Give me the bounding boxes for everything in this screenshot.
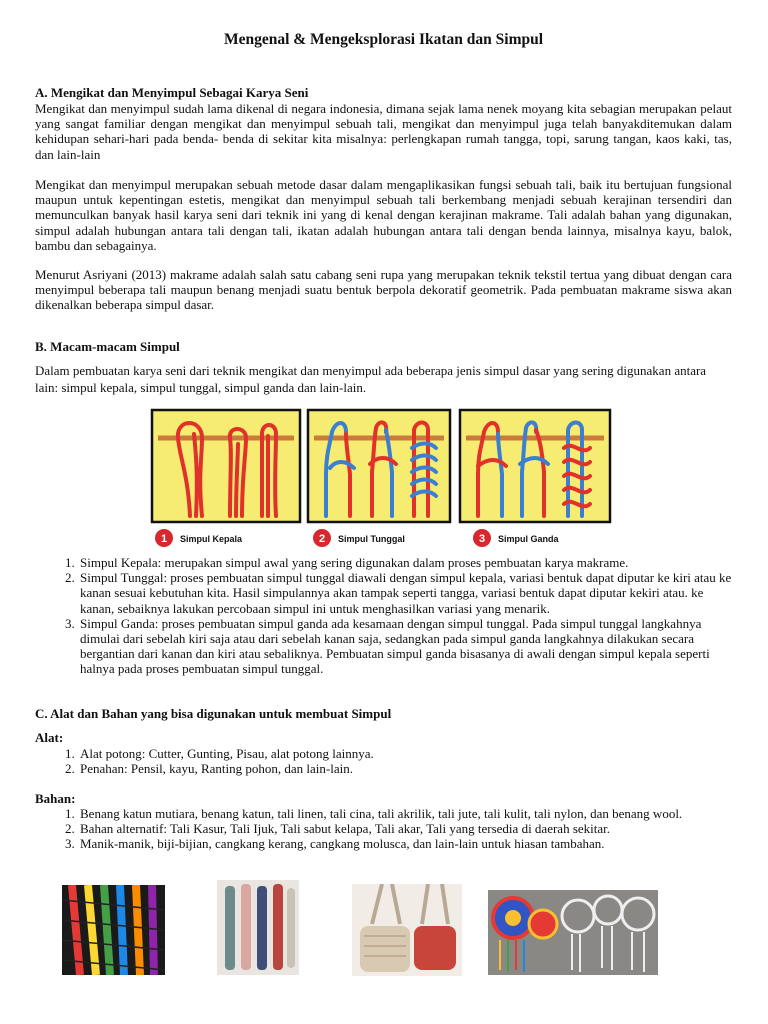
page-title: Mengenal & Mengeksplorasi Ikatan dan Simpul [223,31,544,48]
section-c-heading: C. Alat dan Bahan yang bisa digunakan untuk membuat Simpul [35,706,392,721]
panel-label: Simpul Tunggal [338,534,405,544]
macrame-bags-image [352,884,462,976]
friendship-bracelets-image [62,885,165,975]
panel-number: 1 [160,533,168,545]
panel-simpul-tunggal [308,410,450,547]
list-item: 2. Simpul Tunggal: proses pembuatan simpul tunggal diawali dengan simpul kepala, variasi bentuk dapat diputar ke kiri atau ke kanan sesuai kebutuhan kita. Hasil simpulannya akan tampak seperti tangga, variasi bentuk dapat diputar kekiri atau. ke kanan, sebaiknya lakukan percobaan simpul ini untuk menghasilkan variasi yang menarik. [65,570,732,616]
alat-label: Alat: [35,730,64,745]
simpul-list [65,555,732,677]
panel-simpul-kepala [152,410,300,547]
panel-frame [152,410,300,522]
panel-label: Simpul Kepala [180,534,243,544]
panel-number: 3 [478,533,486,545]
panel-number: 2 [318,533,326,545]
dreamcatchers-image [488,890,658,975]
section-b-intro: Dalam pembuatan karya seni dari teknik mengikat dan menyimpul ada beberapa jenis simpul dasar yang sering digunakan antara lain: simpul kepala, simpul tunggal, simpul ganda dan lain-lain. [35,363,707,395]
section-a-paragraph-2: Mengikat dan menyimpul merupakan sebuah metode dasar dalam mengaplikasikan fungsi sebuah tali, baik itu bertujuan fungsional maupun untuk kepentingan estetis, mengikat dan menyimpul sebuah tali berkembang menjadi sebuah kerajinan tersendiri dan memunculkan banyak hasil karya seni dari teknik ini yang di kenal dengan kerajinan makrame. Tali adalah bahan yang digunakan, simpul adalah hubungan antara tali dengan tali, ikatan adalah hubungan antara tali dengan benda lainnya, misalnya kayu, balok, bambu dan sebagainya. [35,177,732,253]
macrame-bracelets-image [217,880,299,975]
simpul-figure [150,404,615,548]
panel-simpul-ganda [460,410,610,547]
list-item: 1. Alat potong: Cutter, Gunting, Pisau, alat potong lainnya. [65,746,374,761]
list-item: 2. Bahan alternatif: Tali Kasur, Tali Ijuk, Tali sabut kelapa, Tali akar, Tali yang tersedia di daerah sekitar. [65,821,611,837]
bahan-list [65,806,732,852]
section-a-heading: A. Mengikat dan Menyimpul Sebagai Karya Seni [35,85,309,100]
panel-label: Simpul Ganda [498,534,559,544]
list-item: 2. Penahan: Pensil, kayu, Ranting pohon, dan lain-lain. [65,761,353,777]
list-item: 1. Benang katun mutiara, benang katun, tali linen, tali cina, tali akrilik, tali jute, tali kulit, tali nylon, dan benang wool. [65,806,683,821]
list-item: 1. Simpul Kepala: merupakan simpul awal yang sering digunakan dalam proses pembuatan karya makrame. [65,555,629,570]
list-item: 3. Manik-manik, biji-bijian, cangkang kerang, cangkang molusca, dan lain-lain untuk hiasan tambahan. [65,836,605,852]
section-a-paragraph-3: Menurut Asriyani (2013) makrame adalah salah satu cabang seni rupa yang merupakan teknik tekstil tertua yang dibuat dengan cara menyimpul beberapa tali maupun benang menjadi suatu bentuk berpola dekoratif geometrik. Pada pembuatan makrame siswa akan dikenalkan beberapa simpul dasar. [35,267,732,313]
list-item: 3. Simpul Ganda: proses pembuatan simpul ganda ada kesamaan dengan simpul tunggal. Pada simpul tunggal langkahnya dimulai dari sebelah kiri saja atau dari sebelah kanan saja, sedangkan pada simpul ganda langkahnya dilakukan secara bergantian dari kanan dan kiri atau sebaliknya. Pembuatan simpul ganda bisasanya di awali dengan simpul kepala seperti halnya pada proses pembuatan simpul tunggal. [65,615,710,677]
section-a-paragraph-1: Mengikat dan menyimpul sudah lama dikenal di negara indonesia, dimana sejak lama nenek moyang kita sebagian merupakan pelaut yang sangat familiar dengan mengikat dan menyimpul sebuah tali, mengikat dan menyimpul juga telah banyakditemukan dalam kehidupan sehari-hari pada benda- benda di sekitar kita misalnya: perlengkapan rumah tangga, topi, sarung tangan, kaos kaki, tas, dan lain-lain [35,101,732,162]
bahan-label: Bahan: [35,791,76,806]
alat-list [65,746,732,777]
section-b-heading: B. Macam-macam Simpul [35,339,180,354]
